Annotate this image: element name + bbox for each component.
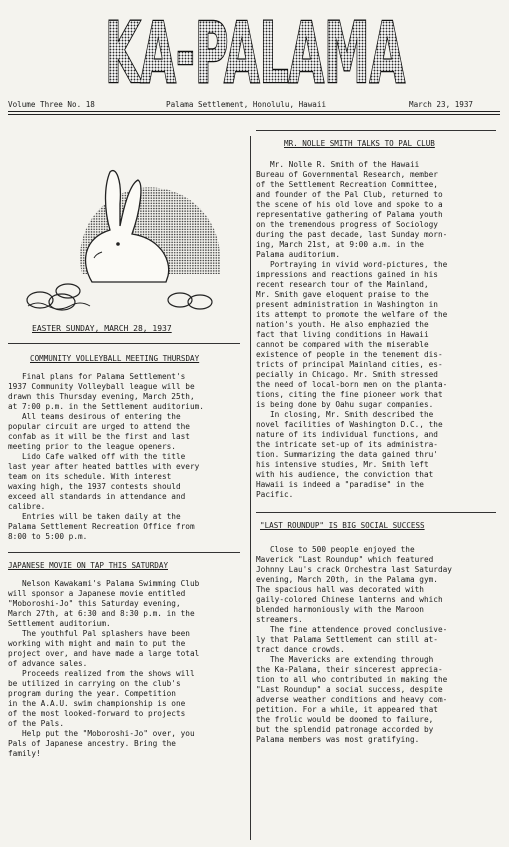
article-line: calibre.: [8, 502, 46, 511]
article-line: ing, March 21st, at 9:00 a.m. in the: [256, 240, 424, 249]
roundup-headline: "LAST ROUNDUP" IS BIG SOCIAL SUCCESS: [260, 521, 425, 530]
article-line: the scene of his old love and spoke to a: [256, 200, 443, 209]
column-divider: [250, 136, 251, 840]
volleyball-headline: COMMUNITY VOLLEYBALL MEETING THURSDAY: [30, 354, 200, 363]
article-line: Entries will be taken daily at the: [22, 512, 181, 521]
article-line: 1937 Community Volleyball league will be: [8, 382, 195, 391]
article-line: nation's youth. He also emphazied the: [256, 320, 429, 329]
article-line: Pals of Japanese ancestry. Bring the: [8, 739, 176, 748]
article-line: blended harmoniously with the Maroon: [256, 605, 424, 614]
publisher: Palama Settlement, Honolulu, Hawaii: [166, 100, 327, 109]
article-line: of the Pals.: [8, 719, 64, 728]
header-rule: [8, 111, 500, 112]
article-line: "Moboroshi-Jo" this Saturday evening,: [8, 599, 181, 608]
article-line: during the past decade, last Sunday morn-: [256, 230, 448, 239]
article-line: tricts of principal Mainland cities, es-: [256, 360, 443, 369]
masthead: [100, 6, 410, 94]
article-line: recent research tour of the Mainland,: [256, 280, 429, 289]
article-line: novel facilities of Washington D.C., the: [256, 420, 443, 429]
article-line: All teams desirous of entering the: [22, 412, 181, 421]
article-line: last year after heated battles with every: [8, 462, 200, 471]
article-line: family!: [8, 749, 41, 758]
article-line: drawn this Thursday evening, March 25th,: [8, 392, 195, 401]
article-line: be utilized in carrying on the club's: [8, 679, 181, 688]
article-line: tion. Summarizing the data gained thru': [256, 450, 438, 459]
article-line: on the tremendous progress of Sociology: [256, 220, 438, 229]
article-line: "Last Roundup" a social success, despite: [256, 685, 443, 694]
article-line: March 27th, at 6:30 and 8:30 p.m. in the: [8, 609, 195, 618]
article-line: existence of people in the tenement dis-: [256, 350, 443, 359]
header-rule: [8, 114, 500, 115]
article-line: tract dance crowds.: [256, 645, 345, 654]
article-line: confab as it will be the first and last: [8, 432, 190, 441]
article-line: Lido Cafe walked off with the title: [22, 452, 186, 461]
masthead-title: KA-PALAMA: [105, 6, 405, 94]
article-line: of advance sales.: [8, 659, 88, 668]
article-line: Mr. Smith gave eloquent praise to the: [256, 290, 429, 299]
smith-article: [256, 160, 502, 500]
article-line: pecially in Chicago. Mr. Smith stressed: [256, 370, 438, 379]
section-rule: [256, 130, 496, 131]
article-line: Pacific.: [256, 490, 294, 499]
article-line: Hawaii is indeed a "paradise" in the: [256, 480, 424, 489]
article-line: meeting prior to the league openers.: [8, 442, 176, 451]
article-line: Help put the "Moboroshi-Jo" over, you: [22, 729, 195, 738]
article-line: of the Settlement Recreation Committee,: [256, 180, 438, 189]
section-rule: [8, 552, 240, 553]
article-line: adverse weather conditions and heavy com-: [256, 695, 448, 704]
article-line: in the A.A.U. swim championship is one: [8, 699, 186, 708]
article-line: at 7:00 p.m. in the Settlement auditorium.: [8, 402, 204, 411]
article-line: with his audience, the conviction that: [256, 470, 434, 479]
article-line: evening, March 20th, in the Palama gym.: [256, 575, 438, 584]
article-line: The fine attendence proved conclusive-: [270, 625, 448, 634]
smith-headline: MR. NOLLE SMITH TALKS TO PAL CLUB: [284, 139, 435, 148]
article-line: of the most looked-forward to projects: [8, 709, 186, 718]
easter-bunny-illustration: [20, 150, 232, 318]
article-line: ly that Palama Settlement can still at-: [256, 635, 438, 644]
article-line: nature of its individual functions, and: [256, 430, 438, 439]
article-line: the intricate set-up of its administra-: [256, 440, 438, 449]
article-line: In closing, Mr. Smith described the: [270, 410, 434, 419]
article-line: tion to all who contributed in making the: [256, 675, 448, 684]
article-line: representative gathering of Palama youth: [256, 210, 443, 219]
article-line: 8:00 to 5:00 p.m.: [8, 532, 88, 541]
article-line: Nelson Kawakami's Palama Swimming Club: [22, 579, 200, 588]
article-line: fact that living conditions in Hawaii: [256, 330, 429, 339]
article-line: impressions and reactions gained in his: [256, 270, 438, 279]
article-line: The Mavericks are extending through: [270, 655, 434, 664]
article-line: is being done by Oahu sugar companies.: [256, 400, 434, 409]
article-line: Bureau of Governmental Research, member: [256, 170, 438, 179]
article-line: Johnny Lau's crack Orchestra last Saturday: [256, 565, 452, 574]
article-line: streamers.: [256, 615, 303, 624]
article-line: present administration in Washington in: [256, 300, 438, 309]
article-line: the frolic would be doomed to failure,: [256, 715, 434, 724]
article-line: exceed all standards in attendance and: [8, 492, 186, 501]
article-line: its attempt to promote the welfare of the: [256, 310, 448, 319]
article-line: Maverick "Last Roundup" which featured: [256, 555, 434, 564]
movie-article: [8, 579, 244, 759]
article-line: but the splendid patronage accorded by: [256, 725, 434, 734]
article-line: Palama members was most gratifying.: [256, 735, 420, 744]
volleyball-article: [8, 372, 244, 542]
article-line: waxing high, the 1937 contests should: [8, 482, 181, 491]
right-column: [256, 130, 502, 745]
article-line: Portraying in vivid word-pictures, the: [270, 260, 448, 269]
issue-date: March 23, 1937: [409, 100, 474, 109]
article-line: Mr. Nolle R. Smith of the Hawaii: [270, 160, 420, 169]
roundup-article: [256, 545, 502, 745]
article-line: Proceeds realized from the shows will: [22, 669, 195, 678]
article-line: tions, citing the fine pioneer work that: [256, 390, 443, 399]
article-line: petition. For a while, it appeared that: [256, 705, 438, 714]
article-line: Palama auditorium.: [256, 250, 340, 259]
movie-headline: JAPANESE MOVIE ON TAP THIS SATURDAY: [8, 561, 169, 570]
article-line: cannot be compared with the miserable: [256, 340, 429, 349]
article-line: the need of local-born men on the planta-: [256, 380, 448, 389]
left-column: [8, 324, 244, 759]
article-line: will sponsor a Japanese movie entitled: [8, 589, 186, 598]
volume-number: Volume Three No. 18: [8, 100, 95, 109]
article-line: gaily-colored Chinese lanterns and which: [256, 595, 443, 604]
article-line: Final plans for Palama Settlement's: [22, 372, 186, 381]
easter-date-headline: EASTER SUNDAY, MARCH 28, 1937: [32, 324, 172, 333]
article-line: Palama Settlement Recreation Office from: [8, 522, 195, 531]
article-line: The youthful Pal splashers have been: [22, 629, 190, 638]
article-line: The spacious hall was decorated with: [256, 585, 424, 594]
section-rule: [8, 343, 240, 344]
article-line: popular circuit are urged to attend the: [8, 422, 190, 431]
article-line: his intensive studies, Mr. Smith left: [256, 460, 429, 469]
article-line: Close to 500 people enjoyed the: [270, 545, 415, 554]
article-line: team on its schedule. With interest: [8, 472, 172, 481]
article-line: working with might and main to put the: [8, 639, 186, 648]
article-line: and founder of the Pal Club, returned to: [256, 190, 443, 199]
article-line: the Ka-Palama, their sincerest apprecia-: [256, 665, 443, 674]
article-line: program during the year. Competition: [8, 689, 176, 698]
section-rule: [256, 512, 496, 513]
article-line: project over, and have made a large total: [8, 649, 200, 658]
article-line: Settlement auditorium.: [8, 619, 111, 628]
